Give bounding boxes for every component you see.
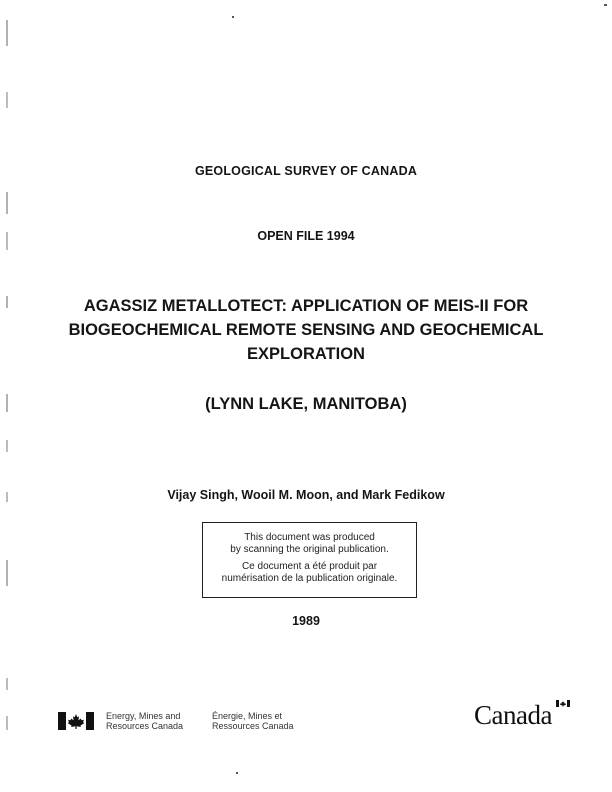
agency-heading: GEOLOGICAL SURVEY OF CANADA [194,164,418,178]
notice-fr-line: Ce document a été produit par [241,561,378,572]
publication-year: 1989 [292,614,320,628]
title-line: AGASSIZ METALLOTECT: APPLICATION OF MEIS-II FOR [83,297,529,315]
notice-en-line: by scanning the original publication. [230,544,389,555]
dept-fr-line: Énergie, Mines et [212,711,283,721]
dept-en-line: Energy, Mines and [106,711,181,721]
title-line: BIOGEOCHEMICAL REMOTE SENSING AND GEOCHEMICAL [68,321,544,339]
scan-speck [232,16,234,18]
authors-line: Vijay Singh, Wooil M. Moon, and Mark Fedikow [167,488,445,502]
dept-fr-line: Ressources Canada [212,721,294,731]
department-name-french [212,711,294,731]
canadian-flag-icon [58,712,94,730]
title-line: EXPLORATION [247,345,365,363]
scan-speck [236,772,238,774]
department-name-english [106,711,183,731]
document-title [0,294,612,366]
wordmark-flag-icon [556,700,570,707]
scan-notice-box [202,522,417,598]
scan-speck [604,4,607,6]
notice-fr-line: numérisation de la publication originale. [221,573,398,584]
open-file-number: OPEN FILE 1994 [257,229,355,243]
notice-en-line: This document was produced [244,532,375,543]
dept-en-line: Resources Canada [106,721,184,731]
location-subtitle: (LYNN LAKE, MANITOBA) [205,395,407,413]
canada-wordmark: Canada [474,700,552,730]
